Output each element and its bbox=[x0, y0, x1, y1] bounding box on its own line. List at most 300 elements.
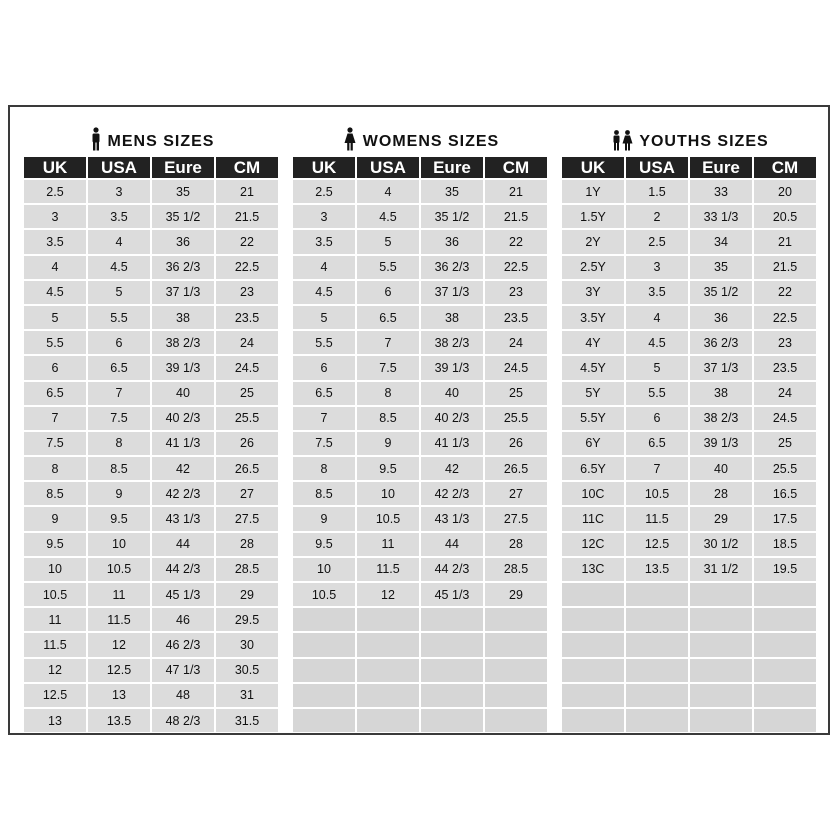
table-cell: 6Y bbox=[562, 432, 624, 455]
table-row bbox=[562, 230, 816, 253]
empty-row bbox=[293, 659, 547, 682]
table-cell: 5 bbox=[293, 306, 355, 329]
empty-cell bbox=[754, 684, 816, 707]
empty-row bbox=[562, 684, 816, 707]
table-cell: 29 bbox=[690, 507, 752, 530]
table-row bbox=[293, 432, 547, 455]
table-cell: 6 bbox=[357, 281, 419, 304]
table-cell: 36 bbox=[152, 230, 214, 253]
empty-cell bbox=[421, 659, 483, 682]
table-row bbox=[24, 507, 278, 530]
table-row bbox=[24, 482, 278, 505]
table-cell: 31 1/2 bbox=[690, 558, 752, 581]
table-cell: 4 bbox=[88, 230, 150, 253]
empty-cell bbox=[485, 633, 547, 656]
section-title bbox=[562, 107, 818, 155]
table-cell: 10.5 bbox=[88, 558, 150, 581]
empty-cell bbox=[562, 684, 624, 707]
table-cell: 40 bbox=[690, 457, 752, 480]
empty-cell bbox=[562, 633, 624, 656]
empty-cell bbox=[754, 709, 816, 732]
table-cell: 40 2/3 bbox=[421, 407, 483, 430]
table-cell: 22.5 bbox=[754, 306, 816, 329]
table-row bbox=[293, 533, 547, 556]
table-cell: 7.5 bbox=[293, 432, 355, 455]
table-cell: 38 bbox=[690, 382, 752, 405]
table-cell: 6 bbox=[293, 356, 355, 379]
table-cell: 28 bbox=[485, 533, 547, 556]
table-cell: 10C bbox=[562, 482, 624, 505]
table-cell: 35 1/2 bbox=[152, 205, 214, 228]
table-cell: 7 bbox=[626, 457, 688, 480]
table-cell: 29 bbox=[485, 583, 547, 606]
table-row bbox=[24, 659, 278, 682]
table-cell: 13.5 bbox=[88, 709, 150, 732]
children-icon bbox=[611, 129, 633, 151]
table-cell: 35 bbox=[152, 180, 214, 203]
table-cell: 28.5 bbox=[216, 558, 278, 581]
table-cell: 44 2/3 bbox=[152, 558, 214, 581]
column-header: USA bbox=[626, 157, 688, 178]
table-cell: 3.5 bbox=[293, 230, 355, 253]
table-cell: 38 2/3 bbox=[690, 407, 752, 430]
table-row bbox=[24, 382, 278, 405]
table-cell: 10.5 bbox=[24, 583, 86, 606]
table-cell: 39 1/3 bbox=[152, 356, 214, 379]
table-cell: 4.5 bbox=[24, 281, 86, 304]
table-cell: 3 bbox=[626, 256, 688, 279]
table-row bbox=[293, 382, 547, 405]
empty-cell bbox=[293, 633, 355, 656]
table-cell: 21.5 bbox=[216, 205, 278, 228]
table-row bbox=[24, 256, 278, 279]
womens-sizes-section bbox=[293, 107, 549, 734]
table-cell: 8.5 bbox=[24, 482, 86, 505]
table-cell: 10 bbox=[357, 482, 419, 505]
column-header: CM bbox=[485, 157, 547, 178]
table-cell: 42 bbox=[152, 457, 214, 480]
table-cell: 5.5 bbox=[293, 331, 355, 354]
table-cell: 5 bbox=[626, 356, 688, 379]
table-cell: 3 bbox=[88, 180, 150, 203]
youths-sizes-section bbox=[562, 107, 818, 734]
table-cell: 3 bbox=[24, 205, 86, 228]
empty-cell bbox=[357, 684, 419, 707]
table-cell: 12 bbox=[357, 583, 419, 606]
empty-cell bbox=[293, 659, 355, 682]
table-cell: 30 1/2 bbox=[690, 533, 752, 556]
table-cell: 35 1/2 bbox=[421, 205, 483, 228]
table-cell: 24 bbox=[754, 382, 816, 405]
table-cell: 5.5 bbox=[626, 382, 688, 405]
empty-cell bbox=[485, 684, 547, 707]
empty-cell bbox=[562, 709, 624, 732]
table-row bbox=[24, 533, 278, 556]
column-header: UK bbox=[562, 157, 624, 178]
table-cell: 5.5 bbox=[357, 256, 419, 279]
empty-row bbox=[562, 659, 816, 682]
table-cell: 2Y bbox=[562, 230, 624, 253]
table-cell: 8.5 bbox=[357, 407, 419, 430]
table-cell: 8 bbox=[88, 432, 150, 455]
table-cell: 12.5 bbox=[88, 659, 150, 682]
table-cell: 36 2/3 bbox=[690, 331, 752, 354]
table-row bbox=[293, 407, 547, 430]
table-row bbox=[562, 457, 816, 480]
empty-row bbox=[293, 608, 547, 631]
table-row bbox=[24, 432, 278, 455]
table-cell: 31 bbox=[216, 684, 278, 707]
table-cell: 48 2/3 bbox=[152, 709, 214, 732]
table-cell: 20.5 bbox=[754, 205, 816, 228]
table-cell: 37 1/3 bbox=[690, 356, 752, 379]
table-cell: 8.5 bbox=[88, 457, 150, 480]
table-cell: 11 bbox=[88, 583, 150, 606]
table-cell: 26 bbox=[485, 432, 547, 455]
table-row bbox=[24, 583, 278, 606]
table-cell: 46 bbox=[152, 608, 214, 631]
size-table bbox=[22, 155, 280, 734]
table-row bbox=[293, 331, 547, 354]
empty-cell bbox=[562, 659, 624, 682]
table-cell: 24.5 bbox=[485, 356, 547, 379]
table-cell: 37 1/3 bbox=[421, 281, 483, 304]
table-row bbox=[293, 482, 547, 505]
table-cell: 4.5 bbox=[357, 205, 419, 228]
table-cell: 23 bbox=[485, 281, 547, 304]
table-row bbox=[293, 457, 547, 480]
table-cell: 6.5 bbox=[626, 432, 688, 455]
section-title bbox=[293, 107, 549, 155]
empty-cell bbox=[626, 659, 688, 682]
table-cell: 2.5Y bbox=[562, 256, 624, 279]
table-row bbox=[562, 432, 816, 455]
empty-cell bbox=[485, 659, 547, 682]
table-row bbox=[24, 180, 278, 203]
table-cell: 11 bbox=[357, 533, 419, 556]
table-cell: 3Y bbox=[562, 281, 624, 304]
table-cell: 11.5 bbox=[357, 558, 419, 581]
table-row bbox=[562, 533, 816, 556]
size-table bbox=[560, 155, 818, 734]
column-header: CM bbox=[754, 157, 816, 178]
empty-row bbox=[293, 633, 547, 656]
table-cell: 35 1/2 bbox=[690, 281, 752, 304]
table-row bbox=[293, 583, 547, 606]
man-icon bbox=[90, 127, 102, 151]
table-cell: 40 bbox=[421, 382, 483, 405]
table-row bbox=[562, 331, 816, 354]
table-cell: 27.5 bbox=[216, 507, 278, 530]
empty-cell bbox=[421, 684, 483, 707]
table-cell: 2.5 bbox=[626, 230, 688, 253]
table-cell: 19.5 bbox=[754, 558, 816, 581]
table-cell: 6 bbox=[88, 331, 150, 354]
table-cell: 23.5 bbox=[754, 356, 816, 379]
table-cell: 12.5 bbox=[24, 684, 86, 707]
table-cell: 22 bbox=[216, 230, 278, 253]
table-cell: 23 bbox=[216, 281, 278, 304]
table-cell: 5 bbox=[24, 306, 86, 329]
size-table-body bbox=[562, 180, 816, 732]
table-cell: 38 2/3 bbox=[421, 331, 483, 354]
table-cell: 24.5 bbox=[754, 407, 816, 430]
empty-cell bbox=[754, 608, 816, 631]
table-cell: 25 bbox=[216, 382, 278, 405]
table-row bbox=[24, 230, 278, 253]
table-cell: 4Y bbox=[562, 331, 624, 354]
table-cell: 7 bbox=[88, 382, 150, 405]
table-cell: 36 bbox=[421, 230, 483, 253]
empty-cell bbox=[421, 608, 483, 631]
table-cell: 23 bbox=[754, 331, 816, 354]
table-cell: 13.5 bbox=[626, 558, 688, 581]
table-cell: 33 bbox=[690, 180, 752, 203]
mens-sizes-section bbox=[24, 107, 280, 734]
table-cell: 9 bbox=[88, 482, 150, 505]
table-row bbox=[293, 558, 547, 581]
table-cell: 45 1/3 bbox=[421, 583, 483, 606]
table-cell: 22.5 bbox=[485, 256, 547, 279]
table-cell: 20 bbox=[754, 180, 816, 203]
empty-cell bbox=[626, 583, 688, 606]
empty-row bbox=[562, 583, 816, 606]
column-header: UK bbox=[293, 157, 355, 178]
table-cell: 6.5 bbox=[24, 382, 86, 405]
table-cell: 5 bbox=[357, 230, 419, 253]
table-cell: 9.5 bbox=[88, 507, 150, 530]
table-row bbox=[24, 709, 278, 732]
table-cell: 16.5 bbox=[754, 482, 816, 505]
table-cell: 39 1/3 bbox=[421, 356, 483, 379]
table-cell: 1Y bbox=[562, 180, 624, 203]
table-cell: 1.5Y bbox=[562, 205, 624, 228]
table-cell: 25.5 bbox=[216, 407, 278, 430]
table-cell: 26.5 bbox=[485, 457, 547, 480]
table-cell: 3 bbox=[293, 205, 355, 228]
table-cell: 6.5 bbox=[293, 382, 355, 405]
table-cell: 9 bbox=[357, 432, 419, 455]
table-cell: 5.5 bbox=[88, 306, 150, 329]
table-cell: 12 bbox=[24, 659, 86, 682]
table-cell: 6.5 bbox=[357, 306, 419, 329]
table-cell: 42 2/3 bbox=[152, 482, 214, 505]
table-cell: 27 bbox=[216, 482, 278, 505]
column-header: UK bbox=[24, 157, 86, 178]
empty-cell bbox=[562, 583, 624, 606]
table-cell: 10.5 bbox=[357, 507, 419, 530]
table-cell: 48 bbox=[152, 684, 214, 707]
table-cell: 3.5Y bbox=[562, 306, 624, 329]
table-cell: 25 bbox=[485, 382, 547, 405]
woman-icon bbox=[343, 127, 357, 151]
table-row bbox=[24, 633, 278, 656]
table-cell: 21.5 bbox=[754, 256, 816, 279]
table-cell: 40 bbox=[152, 382, 214, 405]
table-cell: 38 bbox=[421, 306, 483, 329]
table-cell: 5 bbox=[88, 281, 150, 304]
table-cell: 9.5 bbox=[357, 457, 419, 480]
table-cell: 2 bbox=[626, 205, 688, 228]
empty-row bbox=[293, 684, 547, 707]
table-row bbox=[293, 205, 547, 228]
table-cell: 4.5 bbox=[293, 281, 355, 304]
table-cell: 12 bbox=[88, 633, 150, 656]
table-cell: 7 bbox=[357, 331, 419, 354]
empty-row bbox=[562, 633, 816, 656]
table-cell: 7 bbox=[293, 407, 355, 430]
table-cell: 7 bbox=[24, 407, 86, 430]
table-row bbox=[293, 256, 547, 279]
header-row bbox=[293, 157, 547, 178]
table-cell: 41 1/3 bbox=[152, 432, 214, 455]
table-cell: 29.5 bbox=[216, 608, 278, 631]
size-table-body bbox=[24, 180, 278, 732]
table-row bbox=[24, 558, 278, 581]
table-row bbox=[293, 230, 547, 253]
table-cell: 43 1/3 bbox=[421, 507, 483, 530]
table-cell: 4.5 bbox=[88, 256, 150, 279]
empty-cell bbox=[357, 633, 419, 656]
section-title-text: MENS SIZES bbox=[107, 133, 215, 150]
table-cell: 4 bbox=[24, 256, 86, 279]
table-cell: 28 bbox=[690, 482, 752, 505]
table-cell: 24 bbox=[485, 331, 547, 354]
table-cell: 5.5Y bbox=[562, 407, 624, 430]
table-cell: 24 bbox=[216, 331, 278, 354]
table-row bbox=[562, 482, 816, 505]
table-cell: 5Y bbox=[562, 382, 624, 405]
table-cell: 7.5 bbox=[357, 356, 419, 379]
table-cell: 11.5 bbox=[24, 633, 86, 656]
table-cell: 35 bbox=[421, 180, 483, 203]
table-row bbox=[562, 507, 816, 530]
empty-cell bbox=[626, 608, 688, 631]
table-cell: 45 1/3 bbox=[152, 583, 214, 606]
column-header: Eure bbox=[152, 157, 214, 178]
header-row bbox=[562, 157, 816, 178]
table-cell: 22.5 bbox=[216, 256, 278, 279]
table-cell: 13 bbox=[88, 684, 150, 707]
table-cell: 25 bbox=[754, 432, 816, 455]
table-row bbox=[562, 205, 816, 228]
table-row bbox=[562, 256, 816, 279]
table-cell: 18.5 bbox=[754, 533, 816, 556]
table-cell: 4.5 bbox=[626, 331, 688, 354]
table-cell: 11.5 bbox=[626, 507, 688, 530]
empty-cell bbox=[293, 608, 355, 631]
size-table-body bbox=[293, 180, 547, 732]
table-cell: 41 1/3 bbox=[421, 432, 483, 455]
empty-cell bbox=[690, 709, 752, 732]
table-row bbox=[24, 684, 278, 707]
table-cell: 1.5 bbox=[626, 180, 688, 203]
table-row bbox=[562, 180, 816, 203]
table-cell: 10.5 bbox=[626, 482, 688, 505]
table-cell: 21 bbox=[216, 180, 278, 203]
header-row bbox=[24, 157, 278, 178]
table-row bbox=[562, 558, 816, 581]
empty-cell bbox=[754, 633, 816, 656]
table-cell: 3.5 bbox=[24, 230, 86, 253]
empty-row bbox=[293, 709, 547, 732]
table-cell: 17.5 bbox=[754, 507, 816, 530]
empty-cell bbox=[690, 608, 752, 631]
table-row bbox=[293, 507, 547, 530]
empty-cell bbox=[293, 709, 355, 732]
table-cell: 30.5 bbox=[216, 659, 278, 682]
table-row bbox=[24, 608, 278, 631]
empty-cell bbox=[626, 633, 688, 656]
table-row bbox=[293, 281, 547, 304]
empty-cell bbox=[690, 583, 752, 606]
table-cell: 13 bbox=[24, 709, 86, 732]
table-cell: 31.5 bbox=[216, 709, 278, 732]
empty-cell bbox=[626, 709, 688, 732]
column-header: Eure bbox=[421, 157, 483, 178]
table-cell: 28.5 bbox=[485, 558, 547, 581]
column-header: USA bbox=[88, 157, 150, 178]
table-cell: 21 bbox=[485, 180, 547, 203]
size-table bbox=[291, 155, 549, 734]
table-cell: 23.5 bbox=[216, 306, 278, 329]
table-cell: 21.5 bbox=[485, 205, 547, 228]
empty-cell bbox=[421, 633, 483, 656]
table-cell: 38 2/3 bbox=[152, 331, 214, 354]
table-row bbox=[562, 407, 816, 430]
empty-cell bbox=[690, 633, 752, 656]
table-cell: 39 1/3 bbox=[690, 432, 752, 455]
table-cell: 13C bbox=[562, 558, 624, 581]
table-cell: 35 bbox=[690, 256, 752, 279]
table-cell: 6.5Y bbox=[562, 457, 624, 480]
table-cell: 26.5 bbox=[216, 457, 278, 480]
table-row bbox=[293, 356, 547, 379]
table-cell: 8.5 bbox=[293, 482, 355, 505]
table-cell: 3.5 bbox=[88, 205, 150, 228]
empty-cell bbox=[357, 709, 419, 732]
table-row bbox=[562, 306, 816, 329]
table-cell: 22 bbox=[485, 230, 547, 253]
table-cell: 6 bbox=[24, 356, 86, 379]
table-cell: 42 bbox=[421, 457, 483, 480]
table-cell: 10 bbox=[293, 558, 355, 581]
section-title bbox=[24, 107, 280, 155]
table-cell: 2.5 bbox=[293, 180, 355, 203]
empty-cell bbox=[626, 684, 688, 707]
table-cell: 36 2/3 bbox=[152, 256, 214, 279]
table-cell: 7.5 bbox=[24, 432, 86, 455]
table-cell: 21 bbox=[754, 230, 816, 253]
table-cell: 4.5Y bbox=[562, 356, 624, 379]
table-row bbox=[24, 306, 278, 329]
table-cell: 37 1/3 bbox=[152, 281, 214, 304]
table-cell: 9 bbox=[24, 507, 86, 530]
table-cell: 36 bbox=[690, 306, 752, 329]
table-cell: 34 bbox=[690, 230, 752, 253]
table-cell: 44 2/3 bbox=[421, 558, 483, 581]
table-cell: 9.5 bbox=[293, 533, 355, 556]
table-cell: 42 2/3 bbox=[421, 482, 483, 505]
empty-cell bbox=[421, 709, 483, 732]
table-row bbox=[24, 281, 278, 304]
table-cell: 36 2/3 bbox=[421, 256, 483, 279]
table-row bbox=[24, 205, 278, 228]
table-cell: 4 bbox=[357, 180, 419, 203]
table-cell: 33 1/3 bbox=[690, 205, 752, 228]
empty-cell bbox=[293, 684, 355, 707]
table-cell: 4 bbox=[626, 306, 688, 329]
